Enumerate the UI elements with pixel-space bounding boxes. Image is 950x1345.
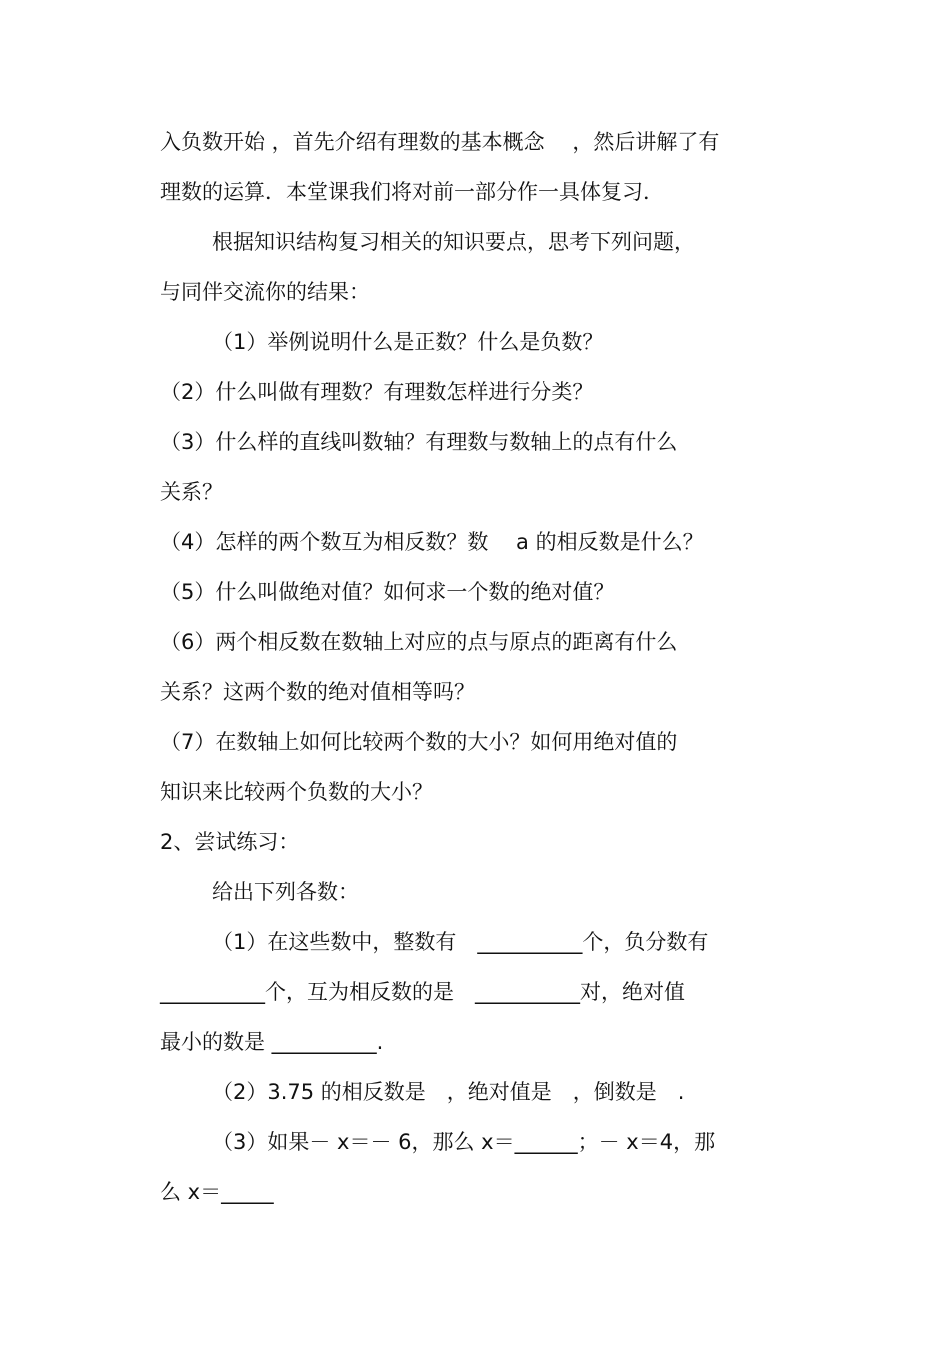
question-3-cont: 关系？ bbox=[160, 480, 223, 504]
exercise-3: （3）如果－ x＝－ 6，那么 x＝______；－ x＝4，那 bbox=[212, 1130, 716, 1154]
question-6: （6）两个相反数在数轴上对应的点与原点的距离有什么 bbox=[160, 630, 678, 654]
question-4: （4）怎样的两个数互为相反数？数 a 的相反数是什么？ bbox=[160, 530, 704, 554]
question-6-cont: 关系？这两个数的绝对值相等吗？ bbox=[160, 680, 475, 704]
question-1: （1）举例说明什么是正数？什么是负数？ bbox=[212, 330, 604, 354]
question-7-cont: 知识来比较两个负数的大小？ bbox=[160, 780, 433, 804]
exercise-intro: 给出下列各数： bbox=[212, 880, 359, 904]
text-line-2: 理数的运算．本堂课我们将对前一部分作一具体复习． bbox=[160, 180, 664, 204]
question-3: （3）什么样的直线叫数轴？有理数与数轴上的点有什么 bbox=[160, 430, 678, 454]
question-7: （7）在数轴上如何比较两个数的大小？如何用绝对值的 bbox=[160, 730, 678, 754]
question-2: （2）什么叫做有理数？有理数怎样进行分类？ bbox=[160, 380, 594, 404]
text-line-1: 入负数开始 ，首先介绍有理数的基本概念 ，然后讲解了有 bbox=[160, 130, 720, 154]
exercise-1: （1）在这些数中，整数有 __________个，负分数有 bbox=[212, 930, 709, 954]
exercise-1-cont: __________个，互为相反数的是 __________对，绝对值 bbox=[160, 980, 685, 1004]
exercise-2: （2）3.75 的相反数是 ，绝对值是 ，倒数是 . bbox=[212, 1080, 685, 1104]
exercise-1-end: 最小的数是 __________. bbox=[160, 1030, 384, 1054]
exercise-3-cont: 么 x＝_____ bbox=[160, 1180, 274, 1204]
question-5: （5）什么叫做绝对值？如何求一个数的绝对值？ bbox=[160, 580, 615, 604]
section-heading: 2、尝试练习： bbox=[160, 830, 300, 854]
text-line-4: 与同伴交流你的结果： bbox=[160, 280, 370, 304]
text-line-3: 根据知识结构复习相关的知识要点，思考下列问题， bbox=[212, 230, 695, 254]
